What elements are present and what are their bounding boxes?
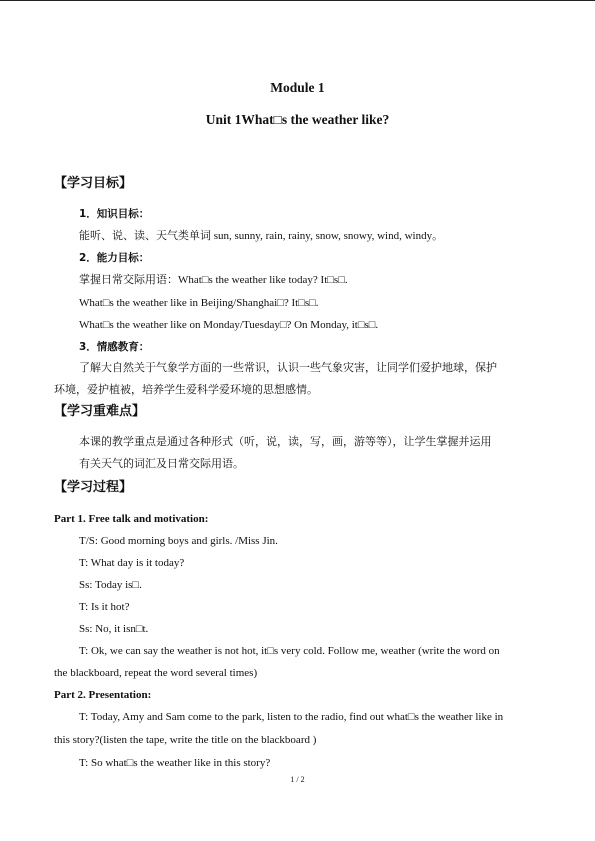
module-title: Module 1 [270,80,325,95]
dialogue-line: the blackboard, repeat the word several times) [54,667,258,679]
key-points-heading: 【学习重难点】 [54,404,146,419]
dialogue-line: T: Is it hot? [79,601,130,613]
key-points-line: 有关天气的词汇及日常交际用语。 [79,458,244,470]
objectives-heading: 【学习目标】 [54,176,133,191]
header-rule [0,0,595,1]
dialogue-line: T: So what□s the weather like in this story? [79,757,271,769]
dialogue-line: T/S: Good morning boys and girls. /Miss Jin. [79,535,278,547]
dialogue-line: Ss: No, it isn□t. [79,623,149,635]
process-heading: 【学习过程】 [54,480,133,495]
dialogue-line: this story?(listen the tape, write the title on the blackboard ) [54,734,317,746]
key-points-line: 本课的教学重点是通过各种形式（听，说，读，写，画，游等等），让学生掌握并运用 [79,436,492,448]
part1-heading: Part 1. Free talk and motivation: [54,513,209,525]
part2-heading: Part 2. Presentation: [54,689,152,701]
dialogue-line: T: What day is it today? [79,557,185,569]
ability-line: What□s the weather like on Monday/Tuesday□? On Monday, it□s□. [79,319,379,331]
unit-title: Unit 1What□s the weather like? [205,112,390,127]
dialogue-line: T: Ok, we can say the weather is not hot, it□s very cold. Follow me, weather (write the word on [79,645,500,657]
dialogue-line: Ss: Today is□. [79,579,142,591]
knowledge-heading: 1．知识目标： [79,208,150,220]
ability-heading: 2．能力目标： [79,252,150,264]
dialogue-line: T: Today, Amy and Sam come to the park, listen to the radio, find out what□s the weather like in [79,711,504,723]
ability-line: 掌握日常交际用语：What□s the weather like today? It□s□. [79,274,348,286]
emotion-heading: 3．情感教育： [79,341,150,353]
emotion-line: 了解大自然关于气象学方面的一些常识，认识一些气象灾害，让同学们爱护地球，保护 [79,362,497,374]
ability-line: What□s the weather like in Beijing/Shanghai□? It□s□. [79,297,319,309]
page-number: 1 / 2 [290,775,305,784]
knowledge-text: 能听、说、读、天气类单词 sun, sunny, rain, rainy, snow, snowy, wind, windy。 [79,230,444,242]
emotion-line: 环境，爱护植被，培养学生爱科学爱环境的思想感情。 [54,384,318,396]
